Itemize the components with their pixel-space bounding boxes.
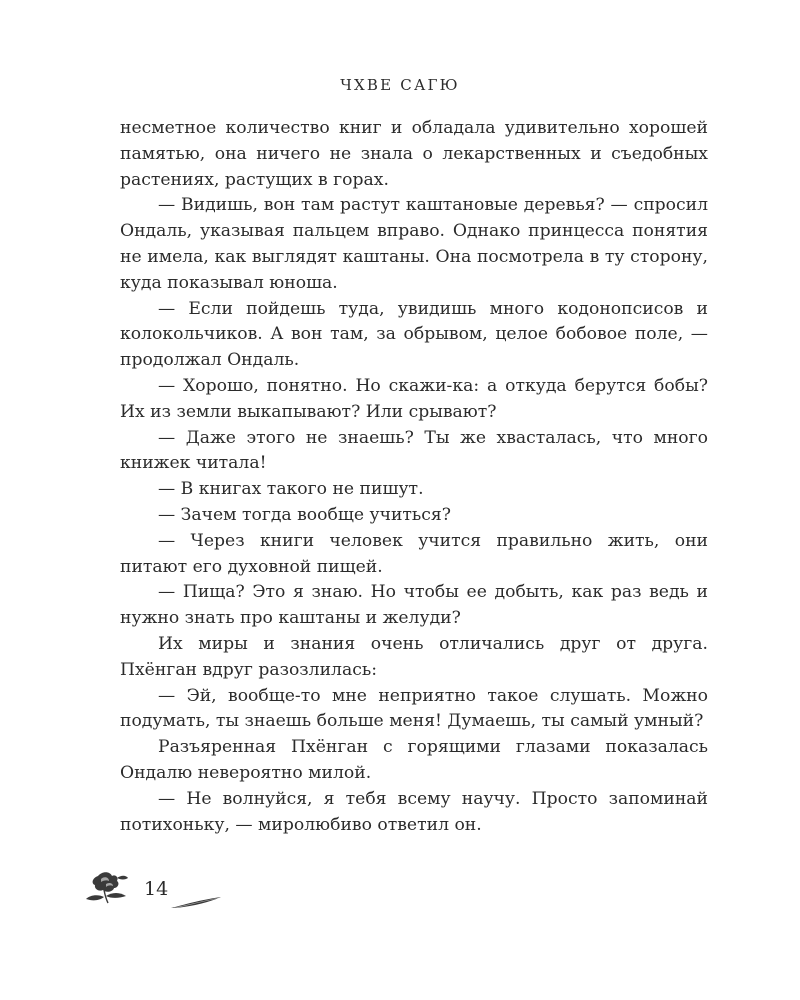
- paragraph: — Через книги человек учится правильно жить, они питают его духовной пищей.: [120, 530, 708, 577]
- paragraph: — Зачем тогда вообще учиться?: [158, 504, 451, 525]
- paragraph: Разъяренная Пхёнган с горящими глазами показалась Ондалю невероятно милой.: [120, 737, 708, 783]
- paragraph: — Хорошо, понятно. Но скажи-ка: а откуда берутся бобы? Их из земли выкапывают? Или срывают?: [120, 375, 708, 422]
- paragraph: — Не волнуйся, я тебя всему научу. Просто запоминай потихоньку, — миролюбиво ответил он.: [120, 788, 708, 835]
- rose-icon: [84, 870, 134, 906]
- paragraph: — Видишь, вон там растут каштановые деревья? — спросил Ондаль, указывая пальцем вправо. Однако принцесса понятия не имела, как выглядят каштаны. Она посмотрела в ту сторону, куда показывал юноша.: [120, 195, 708, 293]
- paragraph: — Пища? Это я знаю. Но чтобы ее добыть, как раз ведь и нужно знать про каштаны и желуди?: [120, 582, 708, 629]
- paragraph: Их миры и знания очень отличались друг от друга. Пхёнган вдруг разозлилась:: [120, 633, 708, 680]
- paragraph: — Эй, вообще-то мне неприятно такое слушать. Можно подумать, ты знаешь больше меня! Думаешь, ты самый умный?: [120, 685, 708, 732]
- paragraph: — В книгах такого не пишут.: [158, 479, 424, 500]
- running-head: ЧХВЕ САГЮ: [340, 76, 460, 94]
- body-text: [120, 116, 708, 838]
- paragraph: — Даже этого не знаешь? Ты же хвасталась, что много книжек читала!: [120, 427, 708, 474]
- page-number: 14: [144, 878, 169, 900]
- paragraph: несметное количество книг и обладала удивительно хорошей памятью, она ничего не знала о лекарственных и съедобных растениях, растущих в горах.: [120, 118, 708, 190]
- folio: [84, 870, 224, 914]
- feather-icon: [170, 896, 222, 910]
- paragraph: — Если пойдешь туда, увидишь много кодонопсисов и колокольчиков. А вон там, за обрывом, целое бобовое поле, — продолжал Ондаль.: [120, 298, 708, 371]
